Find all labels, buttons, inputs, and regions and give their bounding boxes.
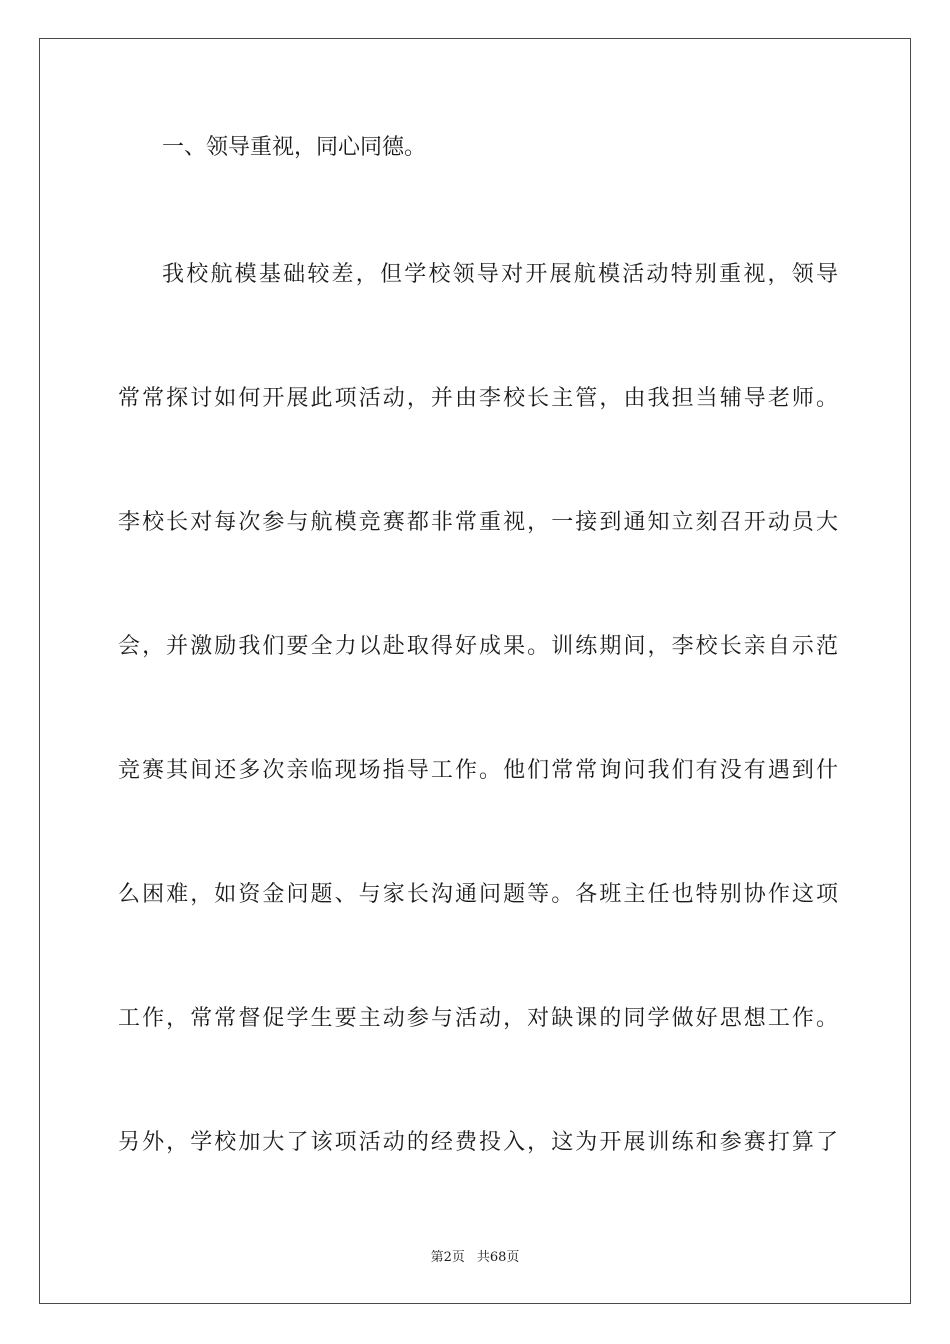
paragraph-line: 竞赛其间还多次亲临现场指导工作。他们常常询问我们有没有遇到什: [118, 758, 838, 783]
page-number: 第2页: [430, 1250, 465, 1265]
paragraph-line: 李校长对每次参与航模竞赛都非常重视，一接到通知立刻召开动员大: [118, 510, 838, 535]
paragraph-line: 常常探讨如何开展此项活动，并由李校长主管，由我担当辅导老师。: [118, 386, 838, 411]
paragraph-line: 工作，常常督促学生要主动参与活动，对缺课的同学做好思想工作。: [118, 1006, 838, 1031]
page-footer: [0, 1246, 950, 1265]
paragraph-line: 另外，学校加大了该项活动的经费投入，这为开展训练和参赛打算了: [118, 1130, 838, 1155]
page-frame: [39, 38, 911, 1304]
section-heading: 一、领导重视，同心同德。: [162, 135, 427, 160]
paragraph-line: 么困难，如资金问题、与家长沟通问题等。各班主任也特别协作这项: [118, 882, 838, 907]
paragraph-line: 会，并激励我们要全力以赴取得好成果。训练期间，李校长亲自示范: [118, 634, 838, 659]
paragraph-line: 我校航模基础较差，但学校领导对开展航模活动特别重视，领导: [162, 262, 838, 287]
page-total: 共68页: [476, 1250, 520, 1265]
